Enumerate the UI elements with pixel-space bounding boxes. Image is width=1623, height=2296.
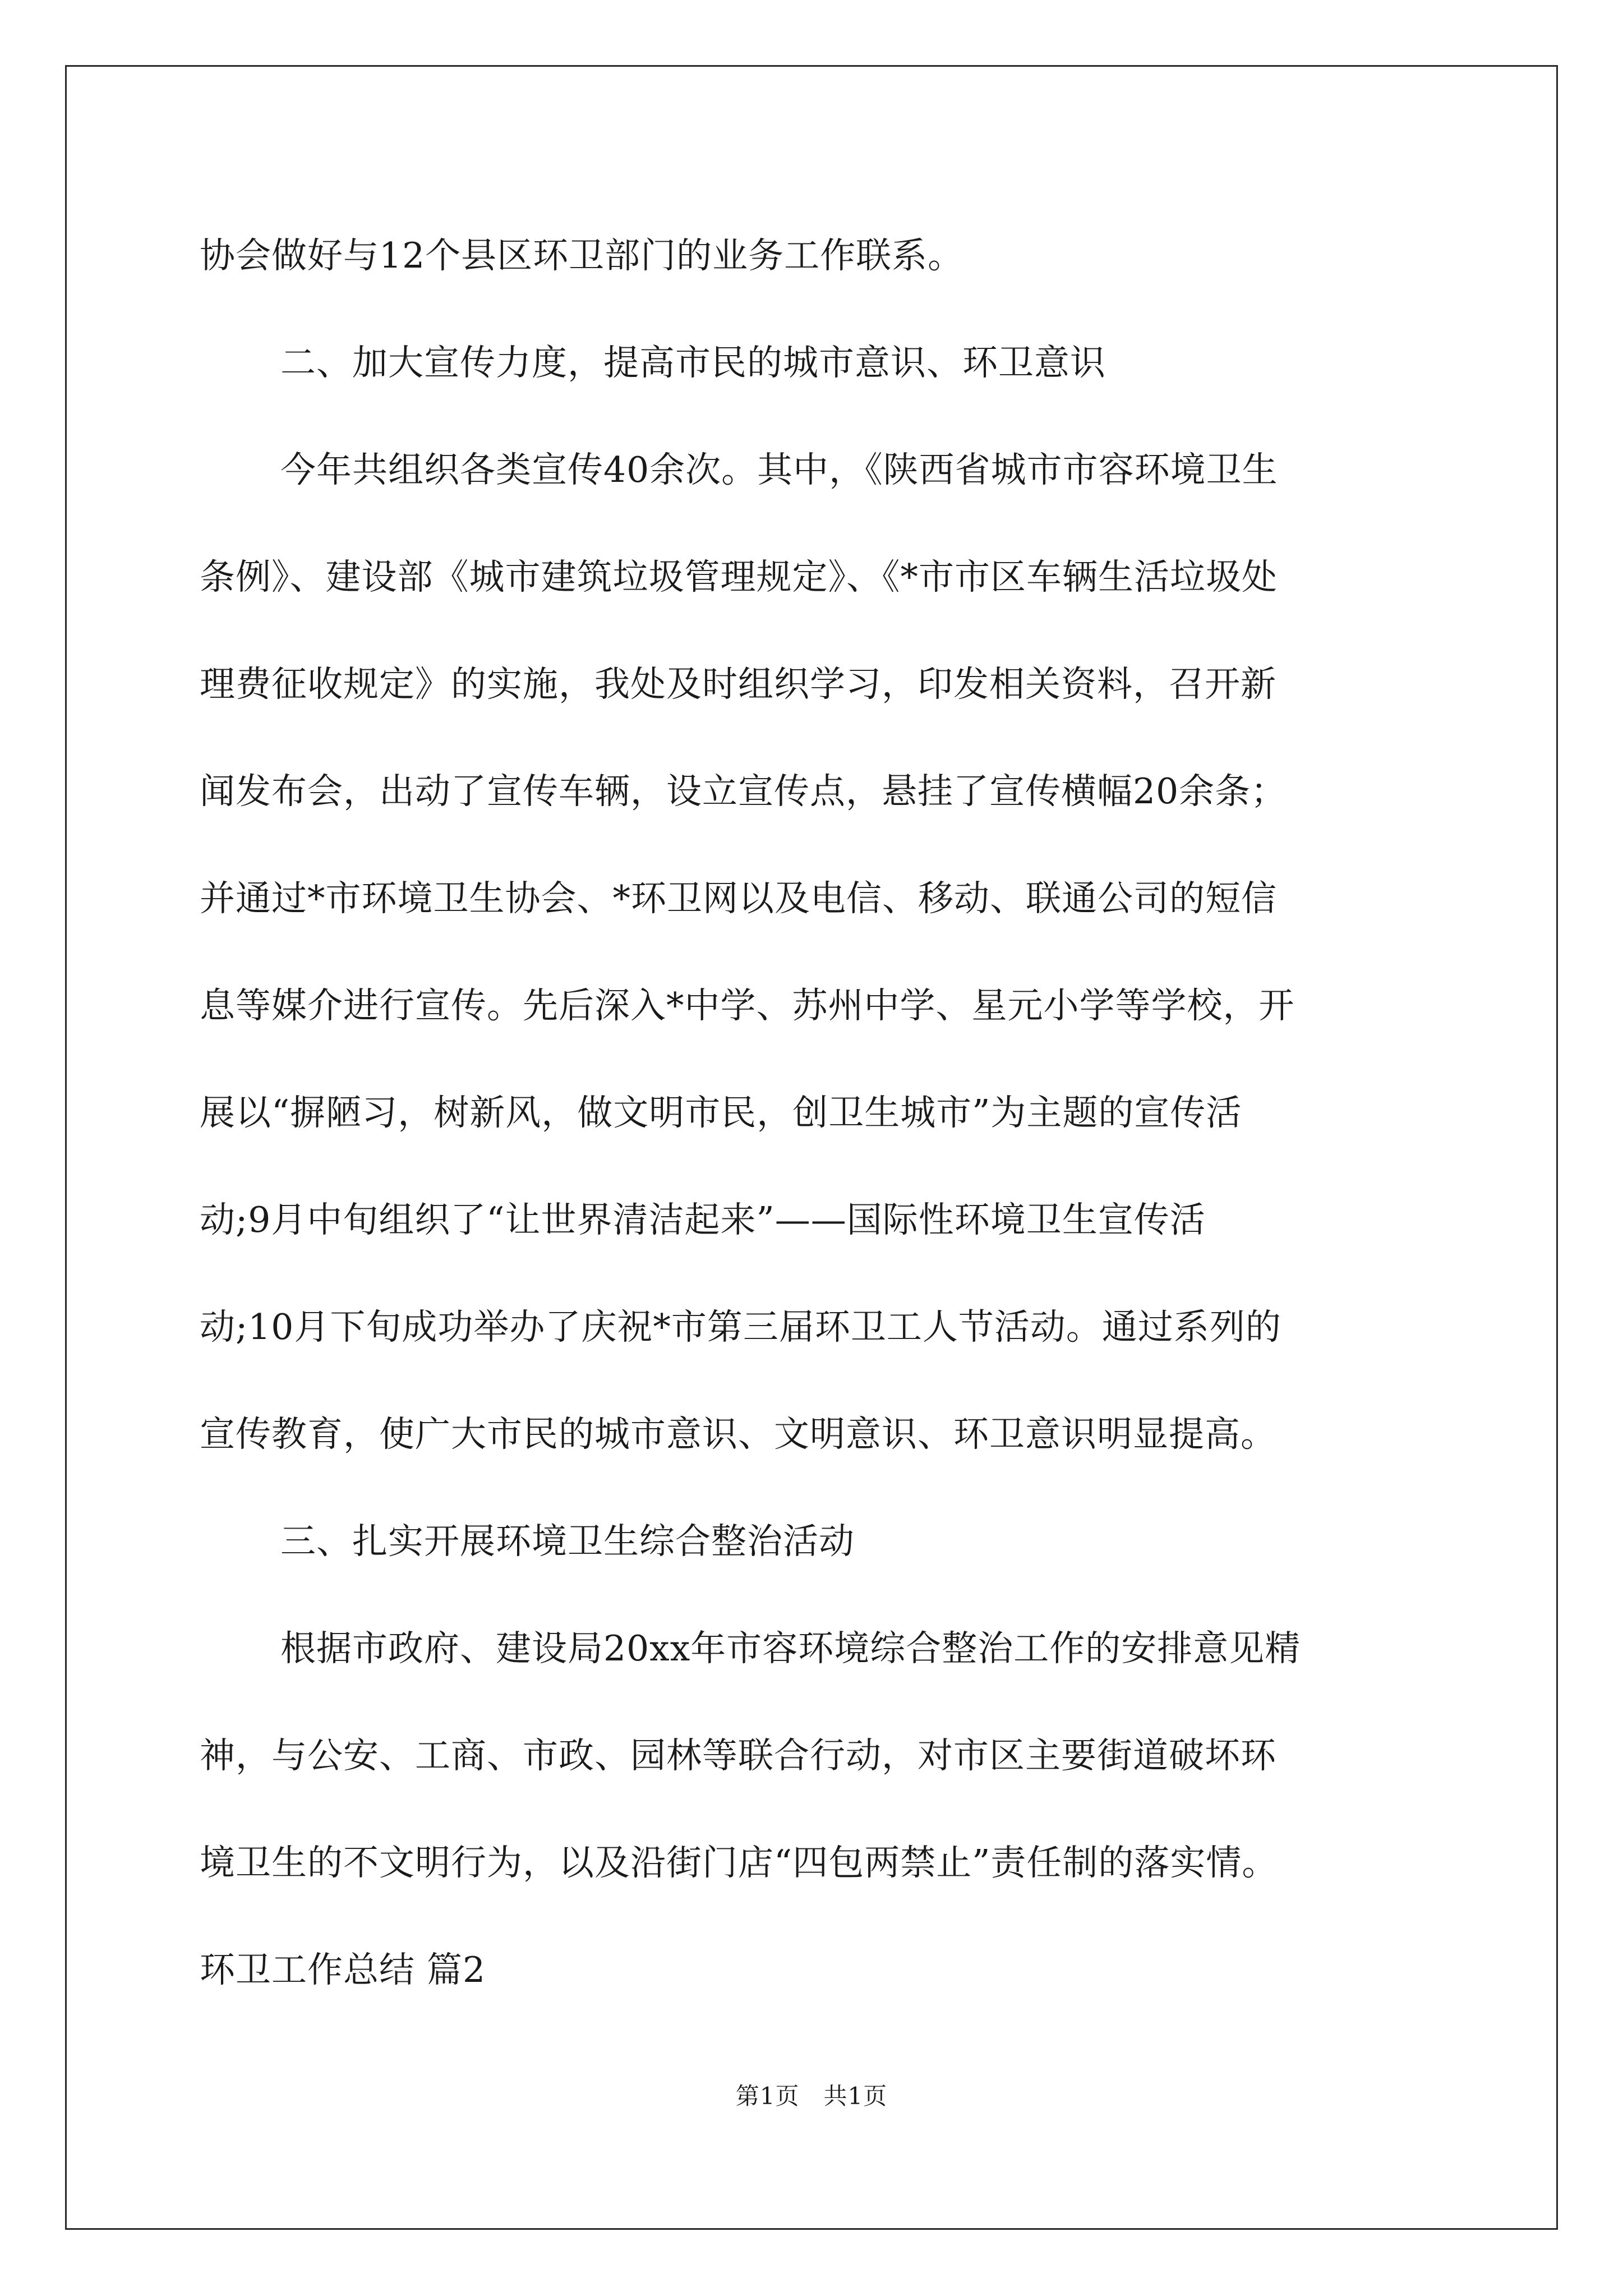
text-line: 神，与公安、工商、市政、园林等联合行动，对市区主要街道破坏环 [200, 1735, 1276, 1776]
section-heading: 三、扎实开展环境卫生综合整治活动 [280, 1521, 855, 1562]
text-line: 展以“摒陋习，树新风，做文明市民，创卫生城市”为主题的宣传活 [200, 1092, 1242, 1133]
text-line: 条例》、建设部《城市建筑垃圾管理规定》、《*市市区车辆生活垃圾处 [200, 556, 1278, 597]
text-line: 息等媒介进行宣传。先后深入*中学、苏州中学、星元小学等学校，开 [200, 985, 1295, 1026]
text-line: 境卫生的不文明行为，以及沿街门店“四包两禁止”责任制的落实情。 [200, 1842, 1278, 1883]
text-line: 动;10月下旬成功举办了庆祝*市第三届环卫工人节活动。通过系列的 [200, 1306, 1281, 1347]
text-line: 宣传教育，使广大市民的城市意识、文明意识、环卫意识明显提高。 [200, 1414, 1276, 1455]
document-body [200, 202, 1461, 2023]
text-line: 协会做好与12个县区环卫部门的业务工作联系。 [200, 235, 964, 276]
text-line: 并通过*市环境卫生协会、*环卫网以及电信、移动、联通公司的短信 [200, 878, 1277, 919]
text-line: 理费征收规定》的实施，我处及时组织学习，印发相关资料，召开新 [200, 664, 1276, 705]
text-line: 根据市政府、建设局20xx年市容环境综合整治工作的安排意见精 [280, 1628, 1301, 1669]
text-line: 动;9月中旬组织了“让世界清洁起来”——国际性环境卫生宣传活 [200, 1199, 1206, 1240]
text-line: 闻发布会，出动了宣传车辆，设立宣传点，悬挂了宣传横幅20余条； [200, 771, 1287, 812]
page-number-footer: 第1页 共1页 [735, 2082, 888, 2110]
section-heading: 二、加大宣传力度，提高市民的城市意识、环卫意识 [280, 342, 1106, 383]
article-title: 环卫工作总结 篇2 [200, 1949, 486, 1990]
text-line: 今年共组织各类宣传40余次。其中，《陕西省城市市容环境卫生 [280, 449, 1278, 490]
